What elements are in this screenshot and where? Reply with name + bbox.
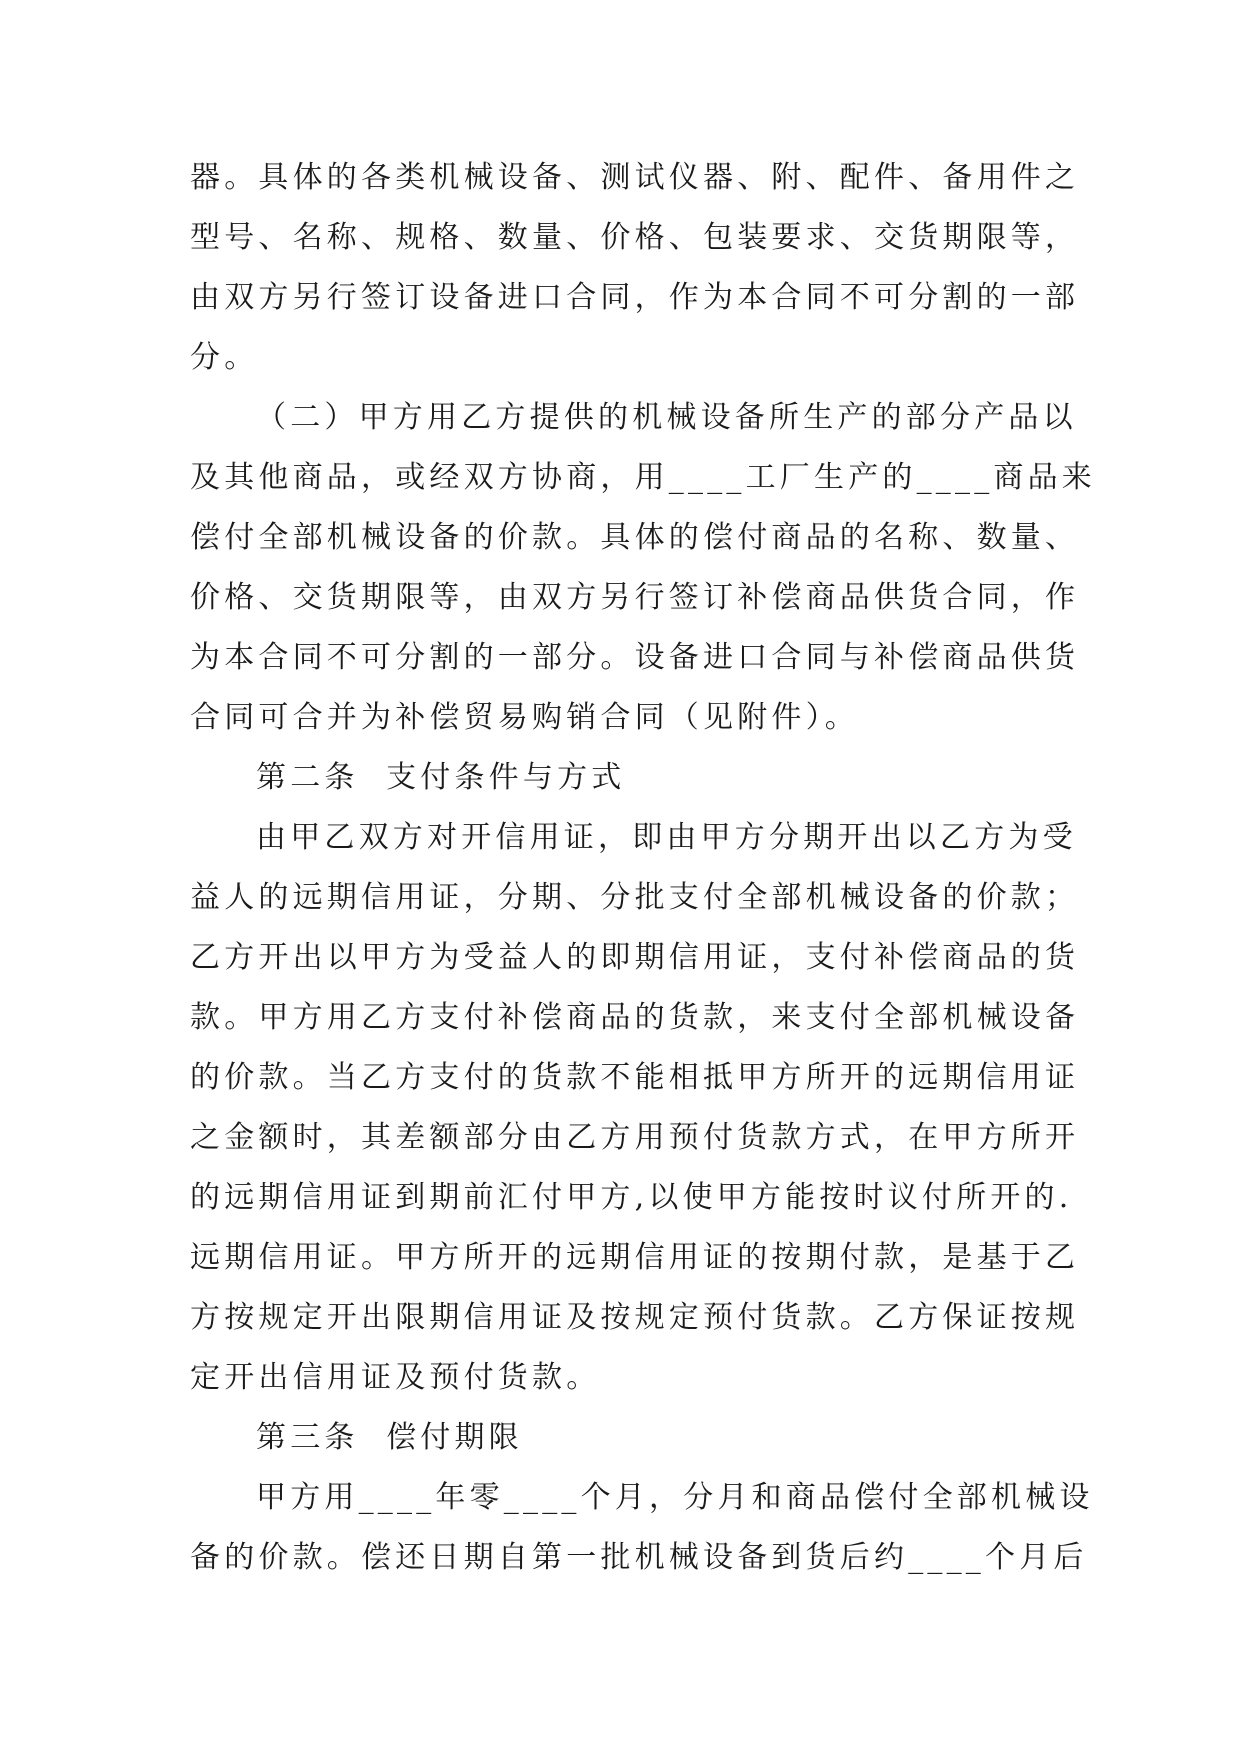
- text-line-12: 由甲乙双方对开信用证，即由甲方分期开出以乙方为受: [256, 820, 1077, 855]
- text-line-15: 款。甲方用乙方支付补偿商品的货款，来支付全部机械设备: [190, 1000, 1080, 1035]
- text-line-19: 远期信用证。甲方所开的远期信用证的按期付款，是基于乙: [190, 1240, 1080, 1275]
- text-line-13: 益人的远期信用证，分期、分批支付全部机械设备的价款；: [190, 880, 1080, 915]
- text-line-4: 分。: [190, 340, 259, 375]
- text-line-1: 器。具体的各类机械设备、测试仪器、附、配件、备用件之: [190, 160, 1080, 195]
- text-line-18: 的远期信用证到期前汇付甲方,以使甲方能按时议付所开的.: [190, 1180, 1073, 1215]
- section-heading-article-2: 第二条 支付条件与方式: [256, 760, 626, 795]
- text-line-17: 之金额时，其差额部分由乙方用预付货款方式，在甲方所开: [190, 1120, 1080, 1155]
- text-line-16: 的价款。当乙方支付的货款不能相抵甲方所开的远期信用证: [190, 1060, 1080, 1095]
- text-line-6: 及其他商品，或经双方协商，用____工厂生产的____商品来: [190, 460, 1096, 495]
- text-line-8: 价格、交货期限等，由双方另行签订补偿商品供货合同，作: [190, 580, 1080, 615]
- text-line-5: （二）甲方用乙方提供的机械设备所生产的部分产品以: [256, 400, 1077, 435]
- text-line-3: 由双方另行签订设备进口合同，作为本合同不可分割的一部: [190, 280, 1080, 315]
- text-line-10: 合同可合并为补偿贸易购销合同（见附件）。: [190, 700, 859, 735]
- text-line-24: 备的价款。偿还日期自第一批机械设备到货后约____个月后: [190, 1540, 1088, 1575]
- text-line-7: 偿付全部机械设备的价款。具体的偿付商品的名称、数量、: [190, 520, 1080, 555]
- text-line-21: 定开出信用证及预付货款。: [190, 1360, 601, 1395]
- section-heading-article-3: 第三条 偿付期限: [256, 1420, 523, 1455]
- text-line-20: 方按规定开出限期信用证及按规定预付货款。乙方保证按规: [190, 1300, 1080, 1335]
- text-line-2: 型号、名称、规格、数量、价格、包装要求、交货期限等，: [190, 220, 1080, 255]
- text-line-14: 乙方开出以甲方为受益人的即期信用证，支付补偿商品的货: [190, 940, 1080, 975]
- text-line-9: 为本合同不可分割的一部分。设备进口合同与补偿商品供货: [190, 640, 1080, 675]
- text-line-23: 甲方用____年零____个月，分月和商品偿付全部机械设: [256, 1480, 1094, 1515]
